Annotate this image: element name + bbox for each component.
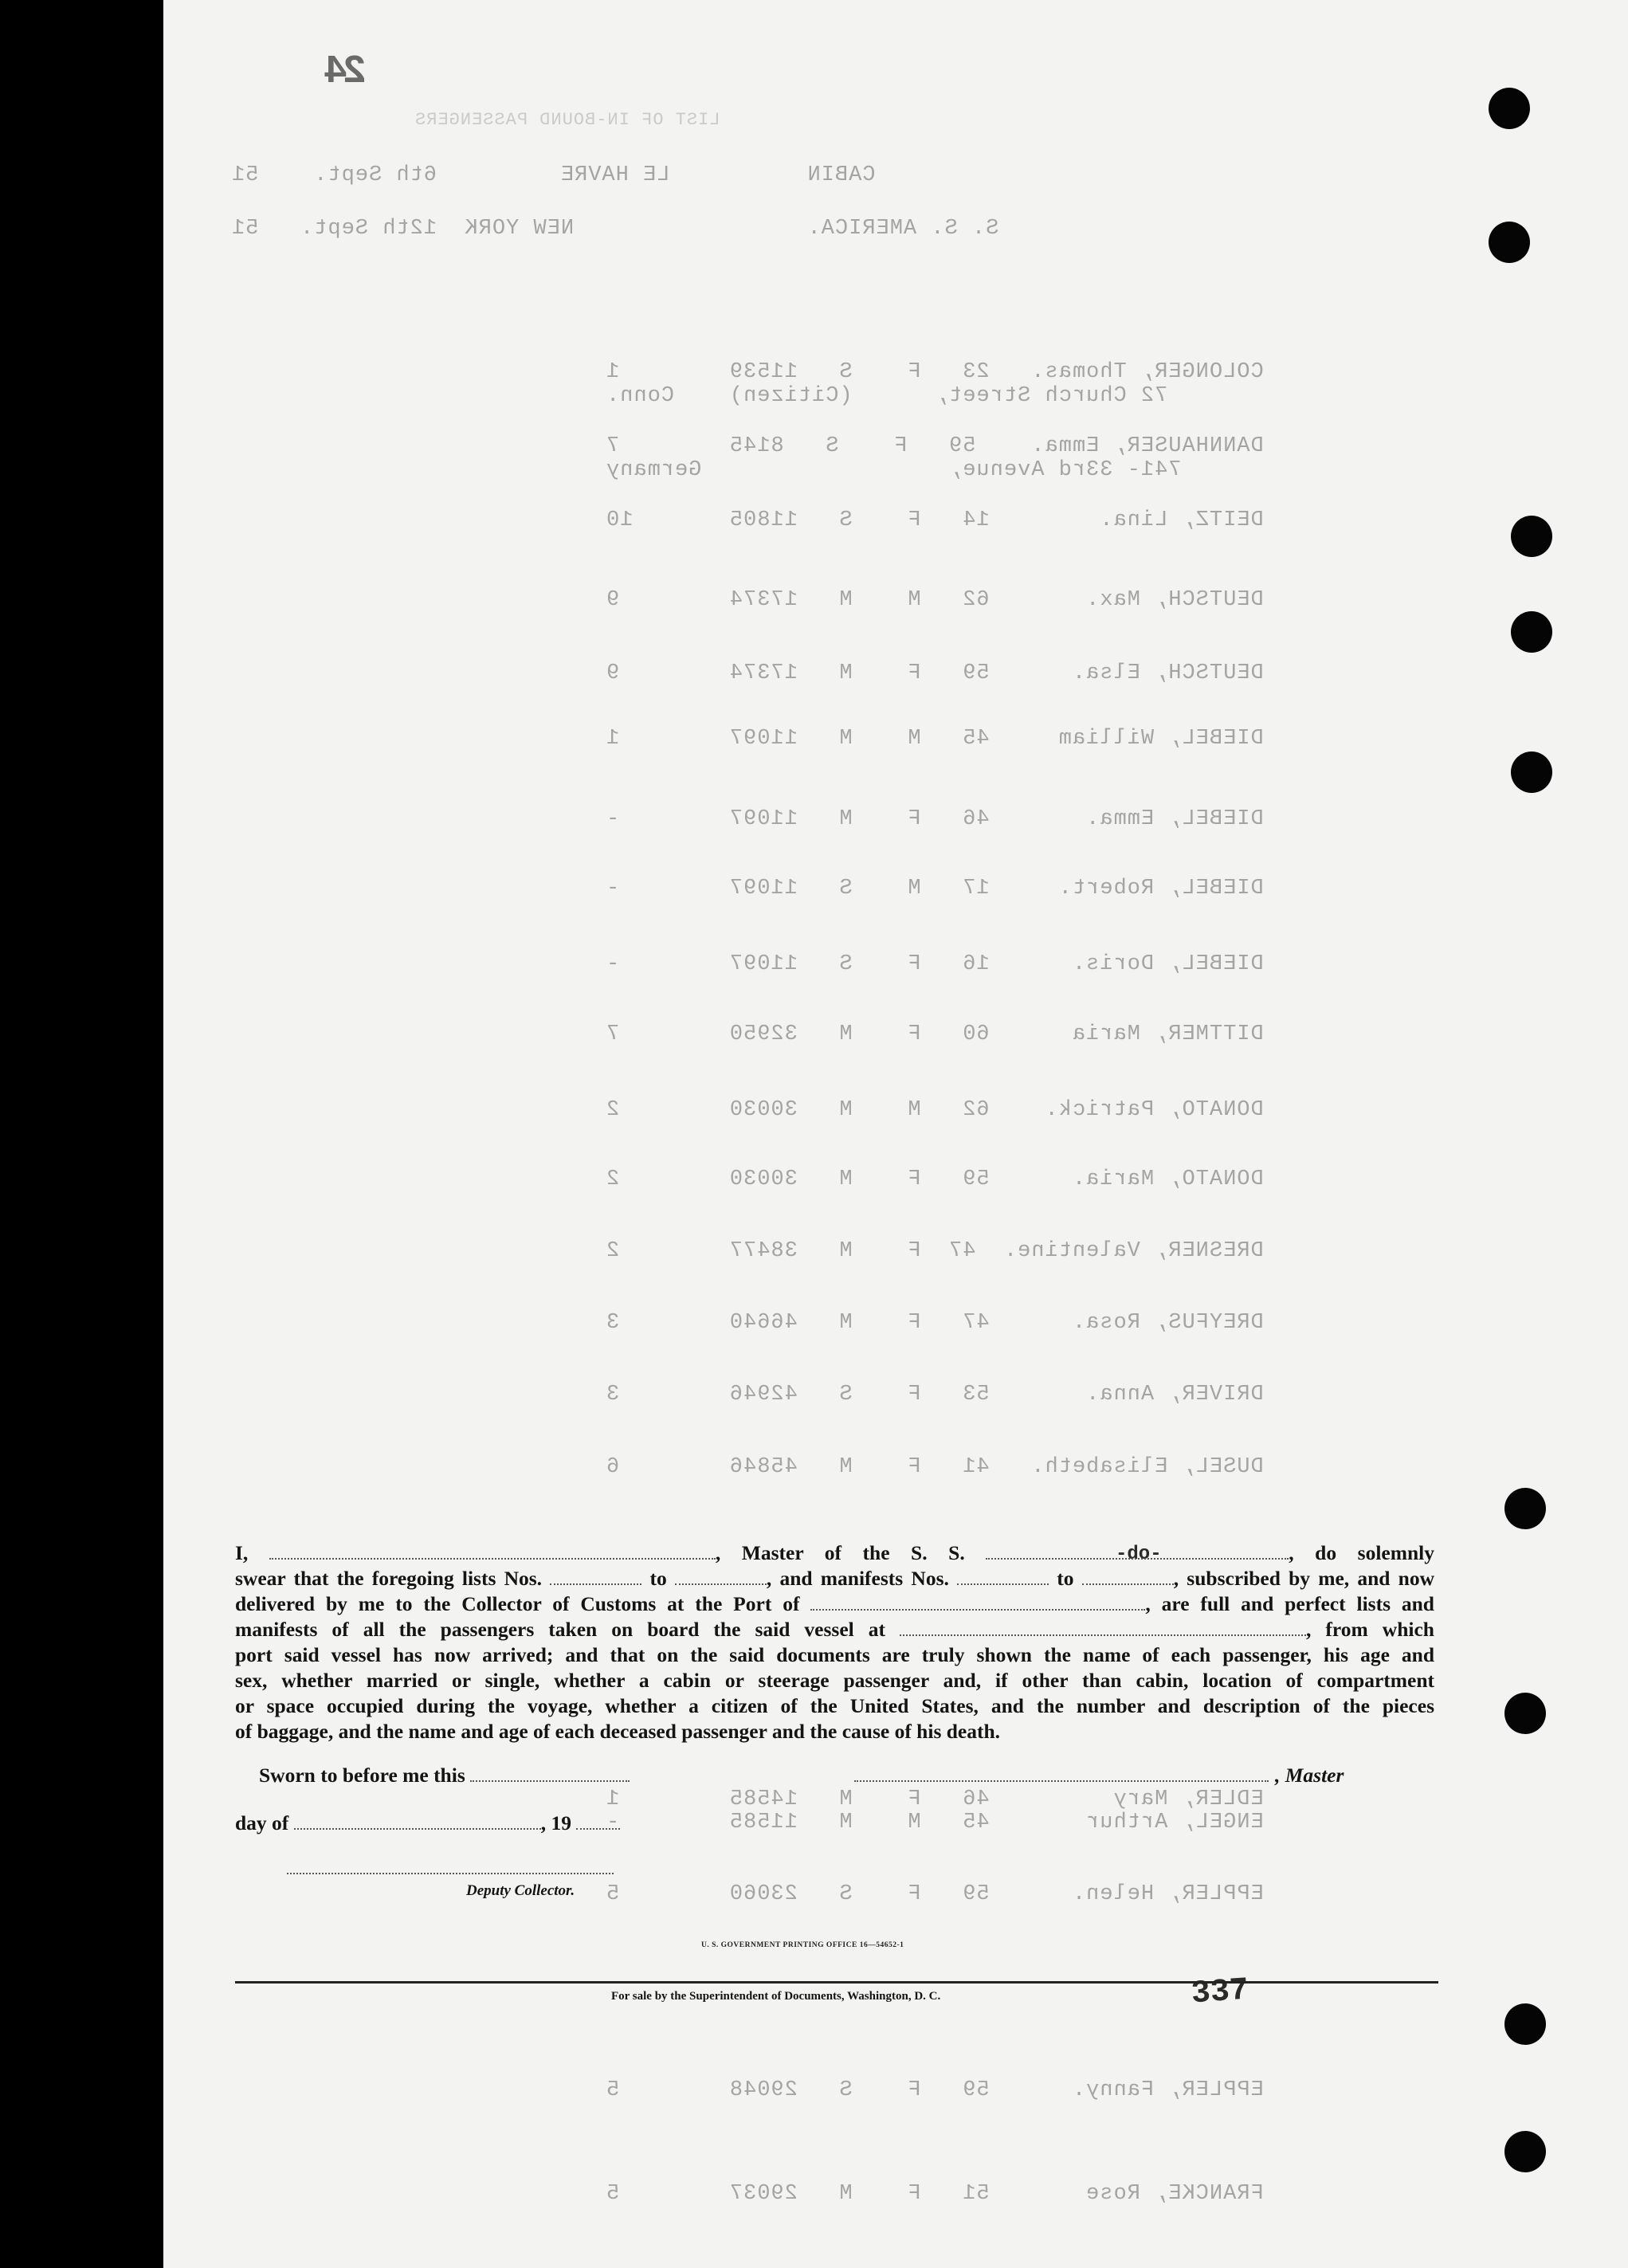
sworn-day-blank (470, 1763, 630, 1782)
ditto-stamp: -do- (1116, 1544, 1162, 1565)
ghost-line: DEITZ, Lina. 14 F S 11805 10 (606, 508, 1264, 532)
ghost-line: COLONGER, Thomas. 23 F S 11539 1 (606, 360, 1264, 384)
punch-hole-7 (1504, 1693, 1546, 1734)
ghost-line: DRIVER, Anna. 53 F S 42946 3 (606, 1383, 1264, 1407)
ghost-line: DIEBEL, Doris. 16 F S 11097 - (606, 952, 1264, 976)
ghost-line: CABIN LE HAVRE 6th Sept. 51 (231, 163, 876, 187)
ghost-line: FRANCKE, Rose 51 F M 29037 5 (606, 2182, 1264, 2206)
ghost-line: DEUTSCH, Max. 62 M M 17374 9 (606, 588, 1264, 612)
punch-hole-8 (1504, 2003, 1546, 2045)
oath-line-2: swear that the foregoing lists Nos. to , and manifests Nos. to , subscribed by me, and now (235, 1567, 1435, 1590)
sworn-before-line: Sworn to before me this (259, 1763, 630, 1787)
ghost-line: DUSEL, Elisabeth. 41 F M 45846 6 (606, 1455, 1264, 1479)
port-of-arrival-blank (810, 1591, 1145, 1611)
punch-hole-1 (1489, 88, 1530, 129)
year-blank (576, 1811, 620, 1830)
ghost-line: LIST OF IN-BOUND PASSENGERS (414, 110, 720, 130)
punch-hole-3 (1511, 516, 1552, 557)
oath-line-4: manifests of all the passengers taken on board the said vessel at , from which (235, 1618, 1434, 1641)
ghost-line: DANNHAUSER, Emma. 59 F S 8145 7 (606, 434, 1264, 458)
list-to-blank (675, 1566, 767, 1585)
punch-hole-9 (1504, 2131, 1546, 2172)
ghost-line: DIEBEL, William 45 M M 11097 1 (606, 727, 1264, 751)
ghost-line: DRESNER, Valentine. 47 F M 38477 2 (606, 1239, 1264, 1263)
master-name-blank (269, 1540, 716, 1560)
ghost-line: S. S. AMERICA. NEW YORK 12th Sept. 51 (231, 217, 999, 241)
oath-line-1: I, , Master of the S. S. , do solemnly (235, 1541, 1434, 1564)
sale-notice: For sale by the Superintendent of Documents, Washington, D. C. (611, 1990, 941, 2003)
port-of-departure-blank (900, 1617, 1306, 1636)
ghost-line: EDLER, Mary 46 F M 14585 1 (606, 1787, 1264, 1811)
manifest-page (163, 0, 1628, 2268)
oath-line-3: delivered by me to the Collector of Customs at the Port of , are full and perfect lists and (235, 1592, 1434, 1615)
list-from-blank (550, 1566, 641, 1585)
oath-line-7: or space occupied during the voyage, whether a citizen of the United States, and the number and description of the pieces (235, 1694, 1434, 1717)
ghost-line: DITTMER, Maria 60 F M 32950 7 (606, 1022, 1264, 1046)
manifest-to-blank (1082, 1566, 1174, 1585)
ghost-line: ENGEL, Arthur 45 M M 11585 - (606, 1811, 1264, 1834)
punch-hole-4 (1511, 611, 1552, 653)
punch-hole-6 (1504, 1488, 1546, 1529)
ghost-line: EPPLER, Fanny. 59 F S 29048 5 (606, 2078, 1264, 2102)
ghost-line: DONATO, Maria. 59 F M 30030 2 (606, 1167, 1264, 1191)
ghost-line: 741- 33rd Avenue, Germany (606, 458, 1182, 482)
ghost-line: DONATO, Patrick. 62 M M 30030 2 (606, 1098, 1264, 1122)
master-signature-blank (854, 1763, 1269, 1782)
oath-line-5: port said vessel has now arrived; and that on the said documents are truly shown the name of each passenger, his age and (235, 1643, 1434, 1666)
ghost-line: DEUTSCH, Elsa. 59 F M 17374 9 (606, 661, 1264, 685)
punch-hole-5 (1511, 751, 1552, 793)
ghost-line: DREYFUS, Rosa. 47 F M 46640 3 (606, 1311, 1264, 1335)
month-blank (294, 1811, 541, 1830)
deputy-signature-blank (287, 1873, 614, 1874)
manuscript-number: 24 (328, 49, 367, 95)
page-number-stamp: 337 (1190, 1972, 1250, 2013)
punch-hole-2 (1489, 222, 1530, 263)
ghost-line: EPPLER, Helen. 59 F S 23060 5 (606, 1882, 1264, 1906)
master-signature-line: , Master (1275, 1763, 1344, 1787)
deputy-collector-label: Deputy Collector. (466, 1882, 575, 1899)
ghost-line: 72 Church Street, (Citizen) Conn. (606, 384, 1168, 408)
day-of-line: day of , 19 (235, 1811, 620, 1835)
oath-line-6: sex, whether married or single, whether a cabin or steerage passenger and, if other than cabin, location of compartment (235, 1669, 1434, 1692)
master-oath (235, 1540, 1434, 1744)
printing-office-imprint: U. S. GOVERNMENT PRINTING OFFICE 16—54652-1 (701, 1941, 904, 1949)
footer-rule (235, 1981, 1438, 1984)
manifest-from-blank (957, 1566, 1049, 1585)
ghost-line: DIEBEL, Robert. 17 M S 11097 - (606, 877, 1264, 901)
oath-line-8: of baggage, and the name and age of each deceased passenger and the cause of his death. (235, 1720, 1001, 1743)
ghost-line: DIEBEL, Emma. 46 F M 11097 - (606, 807, 1264, 831)
ship-name-blank (986, 1540, 1289, 1560)
